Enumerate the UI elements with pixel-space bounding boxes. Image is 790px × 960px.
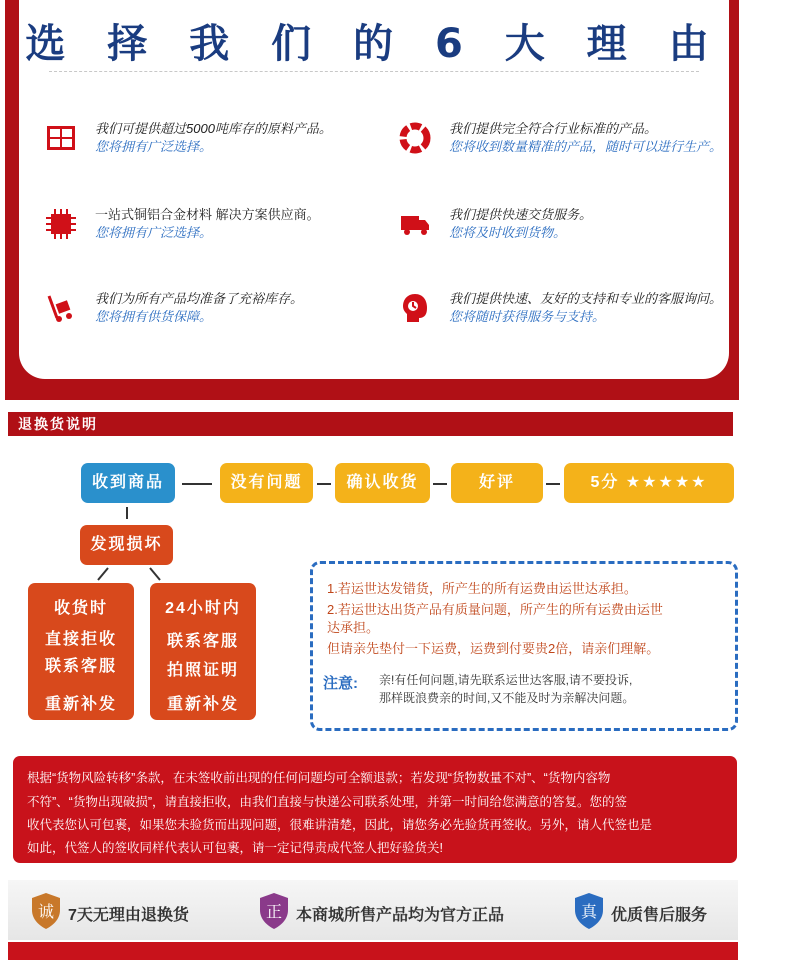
reason-title: 我们提供快速交货服务。	[449, 207, 593, 222]
reason-subtitle: 您将拥有广泛选择。	[95, 225, 213, 240]
reason-item	[399, 118, 739, 162]
branch-lines	[90, 566, 170, 582]
guarantee-bar	[8, 880, 738, 940]
flow-step-damaged: 发现损坏	[80, 525, 173, 565]
report-within-24h-block	[150, 583, 256, 720]
notice-line: 但请亲先垫付一下运费，运费到付要贵2倍，请亲们理解。	[327, 641, 660, 656]
reasons-card	[19, 0, 729, 379]
hand-truck-icon	[45, 292, 77, 324]
support-icon	[399, 292, 431, 324]
reason-title: 我们为所有产品均准备了充裕库存。	[95, 291, 304, 306]
flow-step-rating: 5分 ★★★★★	[564, 463, 734, 503]
shield-char: 诚	[37, 902, 55, 921]
policy-line: 如此，代签人的签收同样代表认可包裹，请一定记得责成代签人把好验货关!	[27, 841, 443, 855]
block-line: 拍照证明	[166, 662, 239, 679]
reason-item	[45, 118, 385, 162]
shield-char: 真	[580, 902, 598, 921]
reason-subtitle: 您将拥有供货保障。	[95, 309, 213, 324]
bottom-banner	[8, 942, 738, 960]
reason-subtitle: 您将拥有广泛选择。	[95, 139, 213, 154]
reasons-title: 选 择 我 们 的 6 大 理 由	[25, 21, 723, 67]
notice-line: 1.若运世达发错货，所产生的所有运费由运世达承担。	[327, 581, 637, 596]
shield-icon	[30, 892, 62, 930]
flow-step-confirm: 确认收货	[335, 463, 430, 503]
warehouse-icon	[45, 122, 77, 154]
notice-text: 亲!有任何问题,请先联系运世达客服,请不要投诉,	[379, 673, 633, 687]
flow-connector	[126, 507, 128, 519]
policy-line: 不符”、“货物出现破损”，请直接拒收，由我们直接与快递公司联系处理，并第一时间给您满意的答复。您的签	[27, 795, 627, 809]
notice-text: 那样既浪费亲的时间,又不能及时为亲解决问题。	[379, 691, 635, 705]
flow-step-received: 收到商品	[81, 463, 175, 503]
notice-line: 达承担。	[327, 620, 380, 635]
block-line: 重新补发	[166, 696, 239, 713]
flow-connector	[182, 483, 212, 485]
flow-connector	[317, 483, 331, 485]
divider	[49, 71, 699, 72]
flow-step-no-problem: 没有问题	[220, 463, 313, 503]
reason-title: 我们提供完全符合行业标准的产品。	[449, 121, 658, 136]
reason-item	[399, 204, 739, 248]
reason-title: 我们可提供超过5000吨库存的原料产品。	[95, 121, 332, 136]
block-line: 24小时内	[165, 600, 241, 617]
block-line: 联系客服	[44, 658, 117, 675]
ring-icon	[399, 122, 431, 154]
truck-icon	[399, 208, 431, 240]
guarantee-text: 本商城所售产品均为官方正品	[296, 907, 505, 924]
flow-connector	[433, 483, 447, 485]
notice-line: 2.若运世达出货产品有质量问题，所产生的所有运费由运世	[327, 602, 663, 617]
guarantee-text: 7天无理由退换货	[68, 907, 189, 924]
reason-item	[45, 288, 385, 332]
flow-connector	[546, 483, 560, 485]
block-line: 联系客服	[166, 633, 239, 650]
shield-char: 正	[265, 902, 283, 921]
reason-title: 我们提供快速、友好的支持和专业的客服询问。	[449, 291, 723, 306]
policy-block	[13, 756, 737, 863]
shield-icon	[573, 892, 605, 930]
reasons-section	[5, 0, 739, 400]
notice-label: 注意:	[323, 675, 358, 692]
reason-item	[45, 204, 385, 248]
reason-item	[399, 288, 739, 332]
reason-subtitle: 您将及时收到货物。	[449, 225, 567, 240]
block-line: 直接拒收	[44, 631, 117, 648]
reason-subtitle: 您将收到数量精准的产品，随时可以进行生产。	[449, 139, 723, 154]
policy-line: 根据“货物风险转移”条款，在未签收前出现的任何问题均可全额退款；若发现“货物数量不对”、“货物内容物	[27, 771, 611, 785]
shield-icon	[258, 892, 290, 930]
guarantee-text: 优质售后服务	[611, 907, 708, 924]
flow-step-review: 好评	[451, 463, 543, 503]
block-line: 重新补发	[44, 696, 117, 713]
block-line: 收货时	[53, 600, 108, 617]
chip-icon	[45, 208, 77, 240]
returns-header: 退换货说明	[8, 412, 733, 436]
reason-subtitle: 您将随时获得服务与支持。	[449, 309, 606, 324]
policy-line: 收代表您认可包裹，如果您未验货而出现问题，很难讲清楚，因此，请您务必先验货再签收。另外，请人代签也是	[27, 818, 653, 832]
reason-title: 一站式铜铝合金材料 解决方案供应商。	[95, 207, 320, 222]
notice-box	[310, 561, 738, 731]
reject-on-delivery-block	[28, 583, 134, 720]
